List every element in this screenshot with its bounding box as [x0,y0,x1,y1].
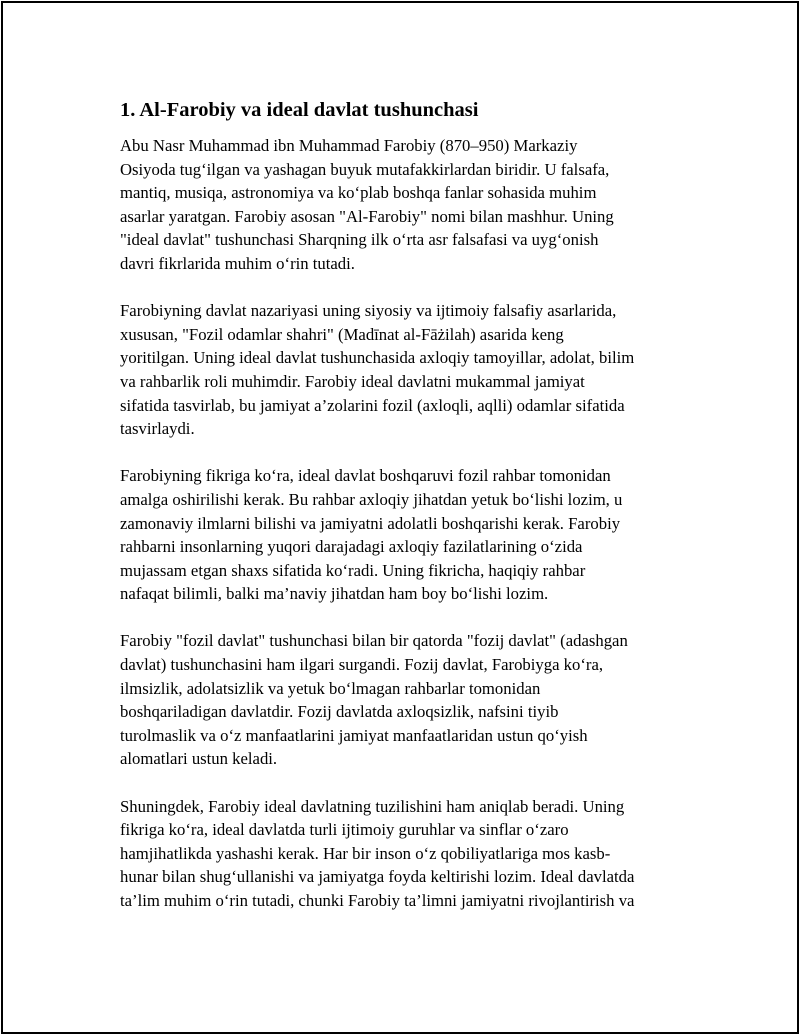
paragraph-5 [120,795,692,913]
paragraph-4 [120,629,692,771]
text-line: Farobiyning fikriga ko‘ra, ideal davlat boshqaruvi fozil rahbar tomonidan [120,466,611,486]
text-line: ilmsizlik, adolatsizlik va yetuk bo‘lmagan rahbarlar tomonidan [120,678,541,698]
text-line: Farobiyning davlat nazariyasi uning siyosiy va ijtimoiy falsafiy asarlarida, [120,301,617,321]
text-line: hamjihatlikda yashashi kerak. Har bir inson o‘z qobiliyatlariga mos kasb- [120,843,611,863]
text-line: sifatida tasvirlab, bu jamiyat a’zolarini fozil (axloqli, aqlli) odamlar sifatida [120,395,625,415]
text-line: Farobiy "fozil davlat" tushunchasi bilan bir qatorda "fozij davlat" (adashgan [120,631,628,651]
text-line: davlat) tushunchasini ham ilgari surgandi. Fozij davlat, Farobiyga ko‘ra, [120,655,604,675]
text-line: va rahbarlik roli muhimdir. Farobiy ideal davlatni mukammal jamiyat [120,371,585,391]
text-line: Abu Nasr Muhammad ibn Muhammad Farobiy (870–950) Markaziy [120,136,578,155]
text-line: nafaqat bilimli, balki ma’naviy jihatdan ham boy bo‘lishi lozim. [120,584,549,604]
text-line: zamonaviy ilmlarni bilishi va jamiyatni adolatli boshqarishi kerak. Farobiy [120,513,621,533]
text-line: fikriga ko‘ra, ideal davlatda turli ijtimoiy guruhlar va sinflar o‘zaro [120,820,569,840]
text-line: mujassam etgan shaxs sifatida ko‘radi. Uning fikricha, haqiqiy rahbar [120,560,586,580]
text-line: hunar bilan shug‘ullanishi va jamiyatga foyda keltirishi lozim. Ideal davlatda [120,867,635,887]
text-line: yoritilgan. Uning ideal davlat tushunchasida axloqiy tamoyillar, adolat, bilim [120,348,635,368]
paragraph-2 [120,299,692,441]
paragraph-1 [120,134,692,276]
paragraph-3 [120,464,692,606]
text-line: mantiq, musiqa, astronomiya va ko‘plab boshqa fanlar sohasida muhim [120,183,597,203]
text-line: rahbarni insonlarning yuqori darajadagi axloqiy fazilatlarining o‘zida [120,537,583,557]
text-line: davri fikrlarida muhim o‘rin tutadi. [120,253,355,273]
text-line: asarlar yaratgan. Farobiy asosan "Al-Farobiy" nomi bilan mashhur. Uning [120,206,614,226]
text-line: alomatlari ustun keladi. [120,749,278,769]
text-line: Shuningdek, Farobiy ideal davlatning tuzilishini ham aniqlab beradi. Uning [120,796,625,816]
text-line: xususan, "Fozil odamlar shahri" (Madīnat al-Fāżilah) asarida keng [120,324,564,344]
text-line: ta’lim muhim o‘rin tutadi, chunki Farobiy ta’limni jamiyatni rivojlantirish va [120,891,635,910]
text-line: "ideal davlat" tushunchasi Sharqning ilk o‘rta asr falsafasi va uyg‘onish [120,230,599,250]
text-line: boshqariladigan davlatdir. Fozij davlatda axloqsizlik, nafsini tiyib [120,702,559,722]
document-title: 1. Al-Farobiy va ideal davlat tushunchasi [120,99,479,121]
text-line: tasvirlaydi. [120,419,195,439]
text-line: amalga oshirilishi kerak. Bu rahbar axloqiy jihatdan yetuk bo‘lishi lozim, u [120,489,623,509]
text-line: Osiyoda tug‘ilgan va yashagan buyuk mutafakkirlardan biridir. U falsafa, [120,159,610,179]
page-frame [1,1,799,1034]
document-body [120,98,692,936]
text-line: turolmaslik va o‘z manfaatlarini jamiyat manfaatlaridan ustun qo‘yish [120,725,588,745]
